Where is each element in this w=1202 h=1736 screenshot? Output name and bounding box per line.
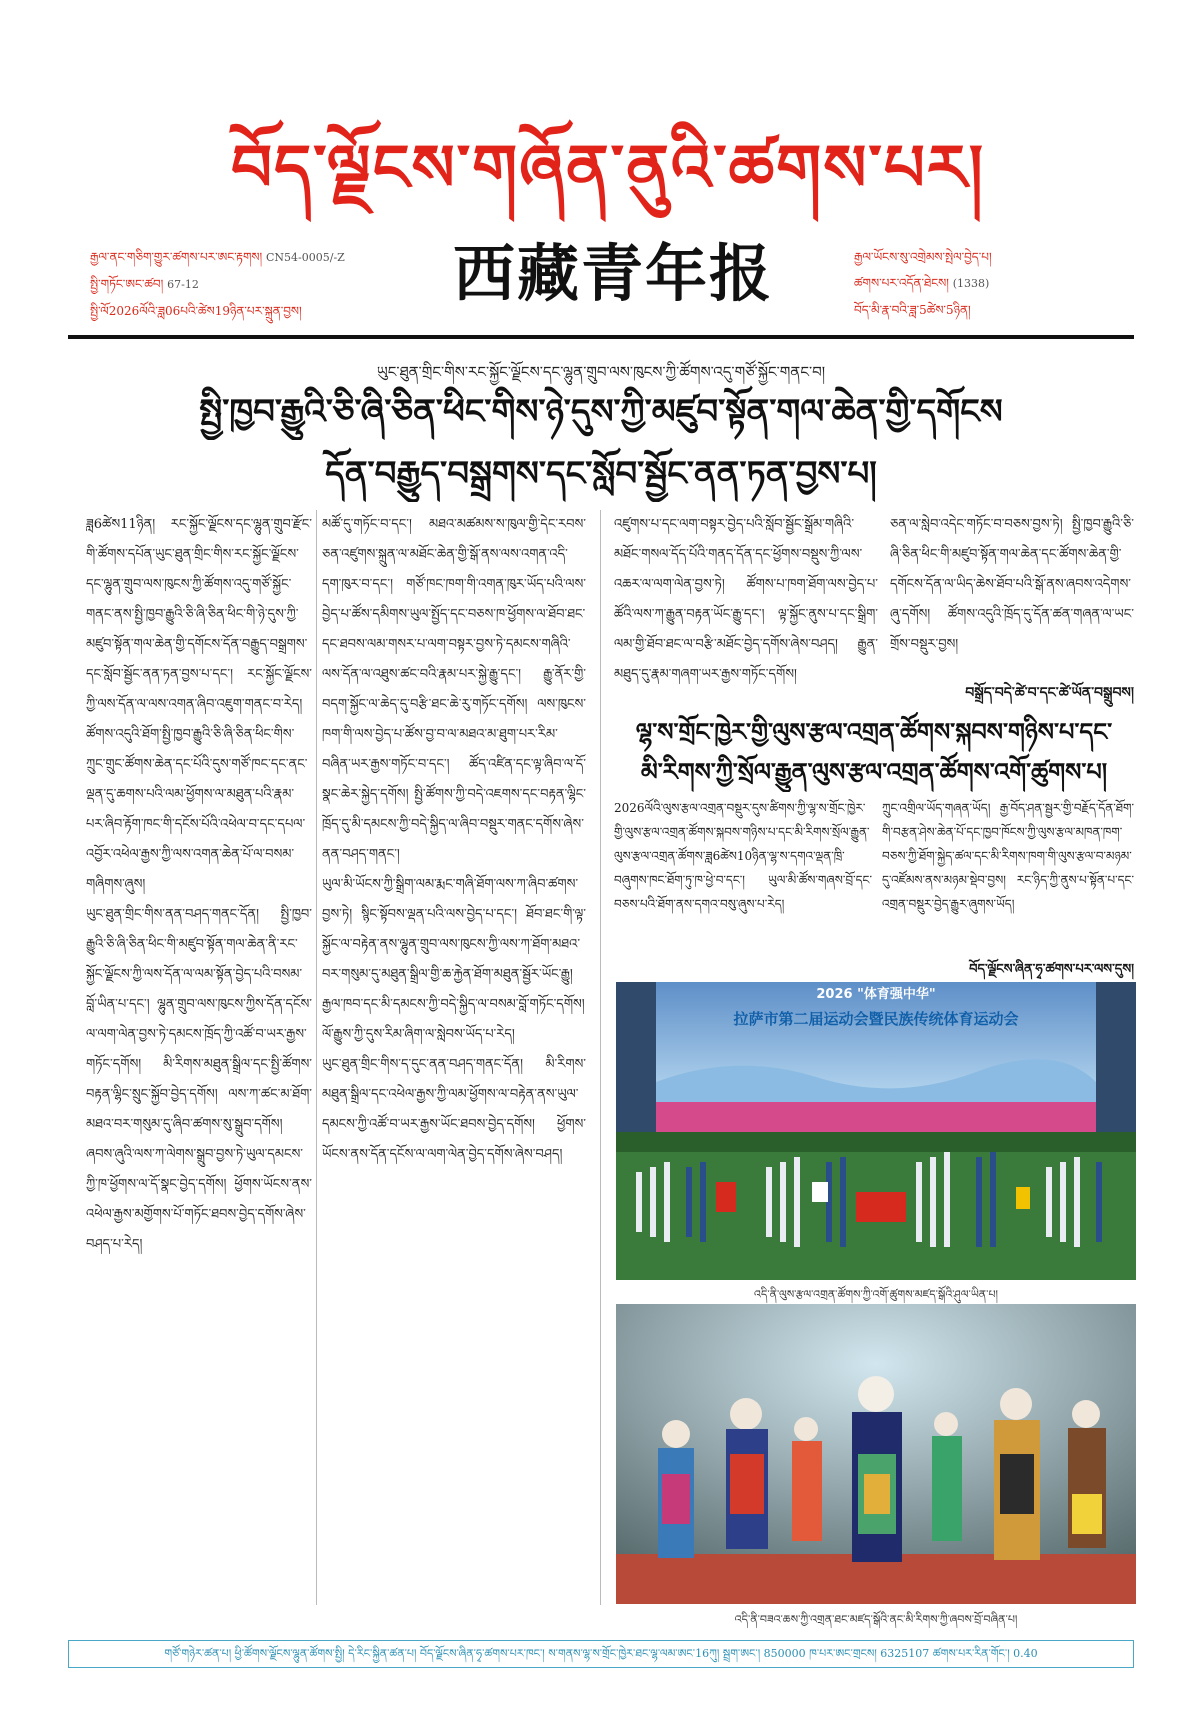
masthead-rule	[68, 335, 1134, 339]
sports-column-2	[882, 796, 1134, 946]
meta-distribution: རྒྱལ་ཡོངས་སུ་འགྲེམས་སྤེལ་བྱེད་པ།	[854, 250, 992, 264]
meta-issue-number	[854, 270, 1134, 297]
lead-kicker: ཡུང་ཐུན་གྲིང་གིས་རང་སྐྱོང་ལྗོངས་དང་ལྷུན་གྲུབ་ལས་ཁུངས་ཀྱི་ཚོགས་འདུ་གཙོ་སྐྱོང་གནང་བ།	[376, 363, 826, 381]
meta-issn	[90, 244, 430, 271]
article-paragraph: ཡུང་ཐུན་གྲིང་གིས་ནན་བཤད་གནང་དོན། སྤྱི་ཁྱབ་རྒྱུའི་ཅི་ཞི་ཅིན་ཕིང་གི་མཛུབ་སྟོན་གལ་ཆེན་ནི་རང་སྐྱོང་ལྗོངས་ཀྱི་ལས་དོན་ལ་ལམ་སྟོན་བྱེད་པའི་བསམ་བློ་ཡིན་པ་དང་། ལྷུན་གྲུབ་ལས་ཁུངས་ཀྱིས་དོན་དངོས་ལ་ལག་ལེན་བྱས་ཏེ་དམངས་ཁྲོད་ཀྱི་འཚོ་བ་ཡར་རྒྱས་གཏོང་དགོས། མི་རིགས་མཐུན་སྒྲིལ་དང་སྤྱི་ཚོགས་བརྟན་ལྷིང་སྲུང་སྐྱོབ་བྱེད་དགོས། ལས་ཀ་ཚང་མ་ཐོག་མཐའ་བར་གསུམ་དུ་ཞིབ་ཚགས་སུ་སྒྲུབ་དགོས། ཞབས་ཞུའི་ལས་ཀ་ལེགས་སྒྲུབ་བྱས་ཏེ་ཡུལ་དམངས་ཀྱི་ཁ་ཕྱོགས་ལ་དོ་སྣང་བྱེད་དགོས། ཕྱོགས་ཡོངས་ནས་འཕེལ་རྒྱས་མགྱོགས་པོ་གཏོང་ཐབས་བྱེད་དགོས་ཞེས་བཤད་པ་རེད།	[86, 907, 312, 1252]
masthead-meta-right	[854, 244, 1134, 323]
article-paragraph: ཅན་ལ་སླེབ་འདེང་གཏོང་བ་བཅས་བྱས་ཏེ། སྤྱི་ཁྱབ་རྒྱུའི་ཅི་ཞི་ཅིན་ཕིང་གི་མཛུབ་སྟོན་གལ་ཆེན་དང་ཚོགས་ཆེན་གྱི་དགོངས་དོན་ལ་ཡིད་ཆེས་ཐོབ་པའི་སྒོ་ནས་ཞབས་འདེགས་ཞུ་དགོས། ཚོགས་འདུའི་ཁྲོད་དུ་དོན་ཚན་གཞན་ལ་ཡང་གྲོས་བསྡུར་བྱས།	[890, 517, 1134, 652]
sports-headline-line-2: མི་རིགས་ཀྱི་སྲོལ་རྒྱུན་ལུས་རྩལ་འགྲན་ཚོགས་འགོ་ཚུགས་པ།	[640, 757, 1108, 786]
sports-byline: བོད་ལྗོངས་ཞིན་ཧྭ་ཚགས་པར་ལས་དུས།	[969, 962, 1134, 977]
sports-headline-line-1: ལྷ་ས་གྲོང་ཁྱེར་གྱི་ལུས་རྩལ་འགྲན་ཚོགས་སྐབས་གཉིས་པ་དང་	[635, 717, 1113, 746]
meta-tibetan-date: བོད་མི་རྣ་བའི་ཟླ་5ཚེས་5ཉིན།	[854, 303, 971, 317]
dance-performance-image	[616, 1304, 1136, 1604]
masthead	[68, 96, 1134, 336]
tibetan-masthead-title: བོད་ལྗོངས་གཞོན་ནུའི་ཚགས་པར།	[231, 131, 985, 206]
banner-title-text: 拉萨市第二届运动会暨民族传统体育运动会	[733, 1010, 1019, 1028]
opening-ceremony-photo	[616, 982, 1136, 1280]
article-paragraph: ཚོགས་འདུའི་ཐོག་སྤྱི་ཁྱབ་རྒྱུའི་ཅི་ཞི་ཅིན་ཕིང་གིས་ཀྲུང་གྲུང་ཚོགས་ཆེན་དང་པོའི་དུས་གཙོ་ཁང་དང་ནང་ལྡན་དུ་ཆགས་པའི་ལམ་ཕྱོགས་ལ་མཐུན་པའི་རྣམ་པར་ཞིབ་རྟོག་ཁང་གི་དངོས་པོའི་འཕེལ་བ་དང་དཔལ་འབྱོར་འཕེལ་རྒྱས་ཀྱི་ལས་འགན་ཆེན་པོ་ལ་བསམ་གཞིགས་ཞུས།	[86, 727, 308, 892]
meta-postal	[90, 271, 430, 298]
article-paragraph: 2026ལོའི་ལུས་རྩལ་འགྲན་བསྡུར་དུས་ཚིགས་ཀྱི་ལྷ་ས་གྲོང་ཁྱེར་གྱི་ལུས་རྩལ་འགྲན་ཚོགས་སྐབས་གཉིས་པ་དང་མི་རིགས་སྲོལ་རྒྱུན་ལུས་རྩལ་འགྲན་ཚོགས་ཟླ6ཚེས10ཉིན་ལྷ་ས་དགའ་ལྡན་ཁྲི་བཞུགས་ཁང་ཐོག་ཏུ་ཁ་ཕྱེ་བ་དང་། ཡུལ་མི་ཚོས་གཞས་བྲོ་དང་བཅས་པའི་ཐོག་ནས་དགའ་བསུ་ཞུས་པ་རེད།	[614, 801, 872, 911]
footer-imprint: གཙོ་གཉེར་ཚན་པ། ཕྱི་ཚོགས་ལྗོངས་ལྷུན་ཚོགས་སྤྱི། དེ་རིང་སྐྱིན་ཚན་པ། བོད་ལྗོངས་ཞིན་ཧྭ་ཚགས་པར་ཁང་། ས་གནས་ལྷ་ས་གྲོང་ཁྱེར་ཐང་ལྷ་ལམ་ཨང་16ཀུ། སྦྲག་ཨང་། 850000 ཁ་པར་ཨང་གྲངས། 6325107 ཚགས་པར་རིན་གོང་། 0.40	[68, 1640, 1134, 1668]
masthead-meta-left	[90, 244, 430, 324]
article-paragraph: ཡུལ་མི་ཡོངས་ཀྱི་སྒྲིག་ལམ་རྨང་གཞི་ཐོག་ལས་ཀ་ཞིབ་ཚགས་བྱས་ཏེ། སྙིང་སྟོབས་ལྡན་པའི་ལས་བྱེད་པ་དང་། ཐོབ་ཐང་གི་ལྟ་སྐྱོང་ལ་བརྟེན་ནས་ལྷུན་གྲུབ་ལས་ཁུངས་ཀྱི་ལས་ཀ་ཐོག་མཐའ་བར་གསུམ་དུ་མཐུན་སྒྲིལ་གྱི་ཆ་རྐྱེན་ཐོག་མཐུན་སྦྱོར་ཡོང་རྒྱུ། རྒྱལ་ཁབ་དང་མི་དམངས་ཀྱི་བདེ་སྐྱིད་ལ་བསམ་བློ་གཏོང་དགོས། ལོ་རྒྱུས་ཀྱི་དུས་རིམ་ཞིག་ལ་སླེབས་ཡོད་པ་རེད།	[322, 877, 586, 1042]
article-column-3	[614, 510, 878, 710]
meta-issn-code: CN54-0005/-Z	[266, 251, 345, 264]
column-divider	[600, 510, 601, 1605]
sports-column-1	[614, 796, 872, 946]
opening-ceremony-image	[616, 982, 1136, 1280]
photo-caption-2: འདི་ནི་བཟའ་ཆས་ཀྱི་འགྲན་ཐང་མཛད་སྒོའི་ནང་མི་རིགས་ཀྱི་ཞབས་བྲོ་བཞིན་པ།	[734, 1613, 1018, 1626]
article-byline: བསྒྲོད་བདེ་ཚེ་བ་དང་ཚེ་ཡོན་བསྒྲུབས།	[965, 685, 1134, 701]
meta-issue-code: (1338)	[952, 277, 990, 290]
article-paragraph: ཟླ6ཚེས11ཉིན། རང་སྐྱོང་ལྗོངས་དང་ལྷུན་གྲུབ་རྫོང་གི་ཚོགས་དཔོན་ཡུང་ཐུན་གྲིང་གིས་རང་སྐྱོང་ལྗོངས་དང་ལྷུན་གྲུབ་ལས་ཁུངས་ཀྱི་ཚོགས་འདུ་གཙོ་སྐྱོང་གནང་ནས་སྤྱི་ཁྱབ་རྒྱུའི་ཅི་ཞི་ཅིན་ཕིང་གི་ཉེ་དུས་ཀྱི་མཛུབ་སྟོན་གལ་ཆེན་གྱི་དགོངས་དོན་བརྒྱུད་བསྒྲགས་དང་སློབ་སྦྱོང་ནན་ཏན་བྱས་པ་དང་། རང་སྐྱོང་ལྗོངས་ཀྱི་ལས་དོན་ལ་ལས་འགན་ཞིབ་འཇུག་གནང་བ་རེད།	[86, 517, 312, 712]
article-column-1	[86, 510, 312, 1605]
banner-year-text: 2026 "体育强中华"	[816, 987, 936, 1002]
meta-issue-label: ཚགས་པར་འདོན་ཐེངས།	[854, 276, 949, 290]
column-divider	[316, 510, 317, 1605]
article-paragraph: འཛུགས་པ་དང་ལག་བསྟར་བྱེད་པའི་སློབ་སྦྱོང་སྒྲོམ་གཞིའི་མཐོང་གསལ་དོད་པོའི་གནད་དོན་དང་ཕྱོགས་བསྡུས་ཀྱི་ལས་འཆར་ལ་ལག་ལེན་བྱས་ཏེ། ཚོགས་པ་ཁག་ཐོག་ལས་བྱེད་པ་ཚོའི་ལས་ཀ་རྒྱུན་བརྟན་ཡོང་རྒྱུ་དང་། ལྟ་སྐྱོང་ནུས་པ་དང་སྒྲིག་ལམ་གྱི་ཐོབ་ཐང་ལ་བརྩི་མཐོང་བྱེད་དགོས་ཞེས་བཤད། རྒྱུན་མཐུད་དུ་རྣམ་གཞག་ཡར་རྒྱས་གཏོང་དགོས།	[614, 517, 878, 682]
photo-caption-1: འདི་ནི་ལུས་རྩལ་འགྲན་ཚོགས་ཀྱི་འགོ་ཚུགས་མཛད་སྒོའི་ཤུལ་ཡིན་པ།	[754, 1288, 998, 1301]
article-paragraph: མཚོ་དུ་གཏོང་བ་དང་། མཐའ་མཚམས་ས་ཁུལ་གྱི་དེང་རབས་ཅན་འཛུགས་སྐྲུན་ལ་མཐོང་ཆེན་གྱི་སྒོ་ནས་ལས་འགན་འདི་དག་ཁུར་བ་དང་། གཙོ་ཁང་ཁག་གི་འགན་ཁུར་ཡོད་པའི་ལས་བྱེད་པ་ཚོས་དམིགས་ཡུལ་སྤྱོད་དང་བཅས་ཁ་ཕྱོགས་ལ་ཐོབ་ཐང་དང་ཐབས་ལམ་གསར་པ་ལག་བསྟར་བྱས་ཏེ་དམངས་གཞིའི་ལས་དོན་ལ་འཐུས་ཚང་བའི་རྣམ་པར་སྐྱེ་རྒྱུ་དང་། རྒྱུ་ནོར་གྱི་བདག་སྐྱོང་ལ་ཆེད་དུ་བརྩི་ཐང་ཆེ་རུ་གཏོང་དགོས། ལས་ཁུངས་ཁག་གི་ལས་བྱེད་པ་ཚོས་བྱ་བ་ལ་མཐའ་མ་ཐུག་པར་རིམ་བཞིན་ཡར་རྒྱས་གཏོང་བ་དང་། ཚོད་འཛིན་དང་ལྟ་ཞིབ་ལ་དོ་སྣང་ཆེར་སྐྱེད་དགོས། སྤྱི་ཚོགས་ཀྱི་བདེ་འཇགས་དང་བརྟན་ལྷིང་ཁྲོད་དུ་མི་དམངས་ཀྱི་བདེ་སྐྱིད་ལ་ཞིབ་བསྡུར་གནང་དགོས་ཞེས་ནན་བཤད་གནང་།	[322, 517, 586, 862]
article-column-4	[890, 510, 1134, 690]
meta-date: སྤྱི་ལོ2026ལོའི་ཟླ06པའི་ཚེས19ཉིན་པར་སྐྲུན་བྱས།	[90, 304, 302, 318]
lead-headline-line-1: སྤྱི་ཁྱབ་རྒྱུའི་ཅི་ཞི་ཅིན་ཕིང་གིས་ཉེ་དུས་ཀྱི་མཛུབ་སྟོན་གལ་ཆེན་གྱི་དགོངས	[199, 392, 1003, 432]
article-column-2	[322, 510, 586, 1605]
meta-postal-label: སྤྱི་གཏོང་ཨང་ཚབ།	[90, 277, 164, 291]
chinese-masthead-title: 西藏青年报	[452, 237, 773, 310]
dance-performance-photo	[616, 1304, 1136, 1604]
lead-headline-line-2: དོན་བརྒྱུད་བསྒྲགས་དང་སློབ་སྦྱོང་ནན་ཏན་བྱས་པ།	[325, 454, 877, 494]
meta-issn-label: རྒྱལ་ནང་གཅིག་གྱུར་ཚགས་པར་ཨང་རྟགས།	[90, 250, 263, 264]
article-paragraph: ཡུང་ཐུན་གྲིང་གིས་ད་དུང་ནན་བཤད་གནང་དོན། མི་རིགས་མཐུན་སྒྲིལ་དང་འཕེལ་རྒྱས་ཀྱི་ལམ་ཕྱོགས་ལ་བརྟེན་ནས་ཡུལ་དམངས་ཀྱི་འཚོ་བ་ཡར་རྒྱས་ཡོང་ཐབས་བྱེད་དགོས། ཕྱོགས་ཡོངས་ནས་དོན་དངོས་ལ་ལག་ལེན་བྱེད་དགོས་ཞེས་བཤད།	[322, 1057, 586, 1162]
article-paragraph: ཀྲུང་འགྲིལ་ཡོད་གཞན་ཡོད། རྒྱ་བོད་ཤན་སྦྱར་གྱི་བརྗོད་དོན་ཐོག་གི་བརྩན་ཤེས་ཆེན་པོ་དང་ཁྱབ་ཁོངས་ཀྱི་ལུས་རྩལ་མཁན་ཁག་བཅས་ཀྱི་ཐོག་སྐྱེད་ཚལ་དང་མི་རིགས་ཁག་གི་ལུས་རྩལ་བ་མཉམ་དུ་འཛོམས་ནས་མཉམ་སྡེབ་བྱས། རང་ཉིད་ཀྱི་ནུས་པ་སྟོན་པ་དང་འགྲན་བསྡུར་བྱེད་རྒྱུར་ཞུགས་ཡོད།	[882, 801, 1134, 911]
meta-postal-code: 67-12	[167, 278, 199, 291]
